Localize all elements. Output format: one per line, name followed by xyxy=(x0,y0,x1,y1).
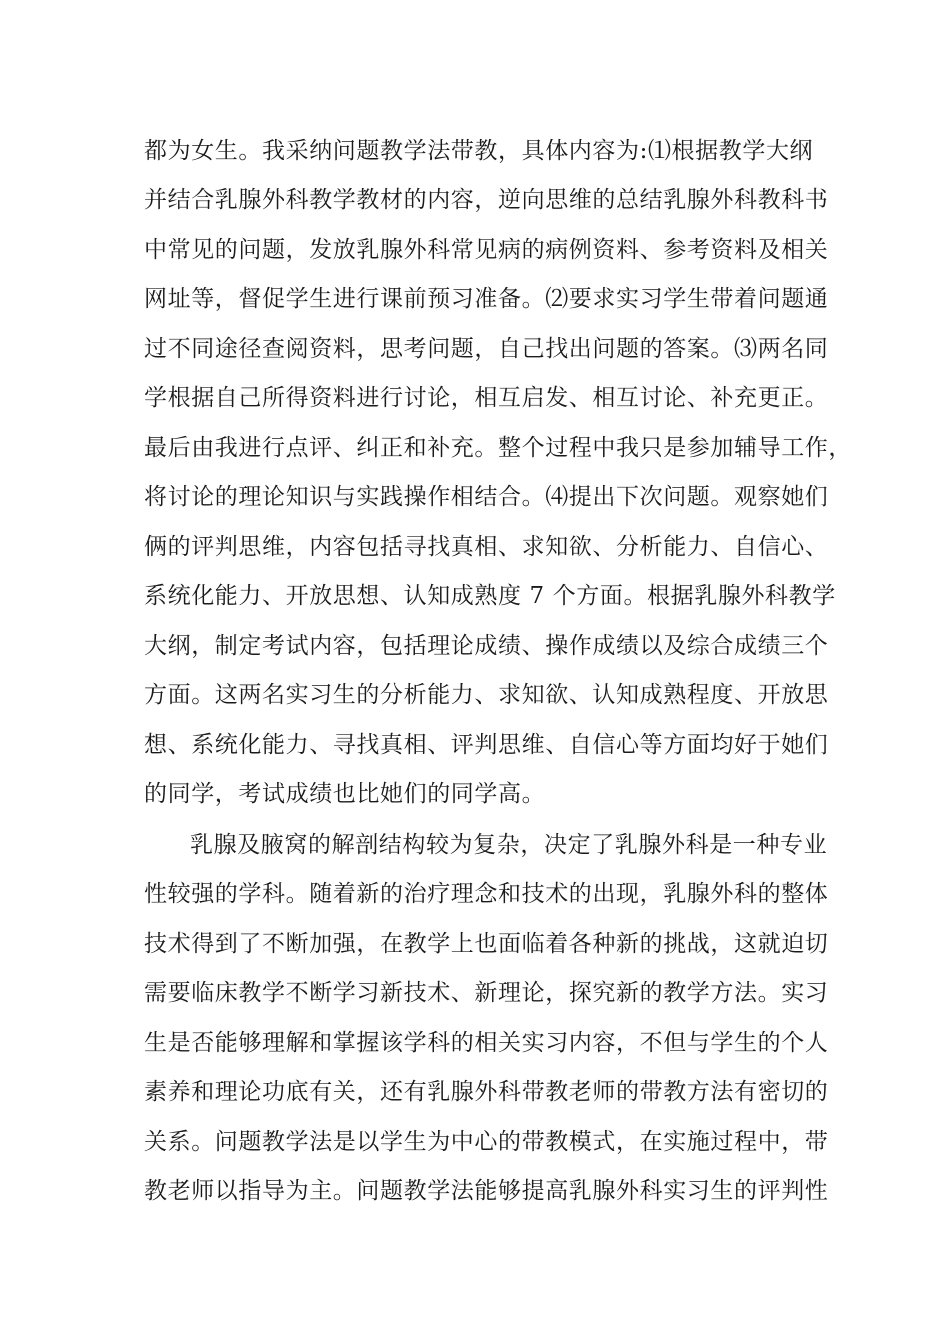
text-line: 将讨论的理论知识与实践操作相结合。⑷提出下次问题。观察她们 xyxy=(144,484,829,510)
text-line: 的同学，考试成绩也比她们的同学高。 xyxy=(144,781,546,807)
text-line: 方面。这两名实习生的分析能力、求知欲、认知成熟程度、开放思 xyxy=(144,682,829,708)
text-line: 素养和理论功底有关，还有乳腺外科带教老师的带教方法有密切的 xyxy=(144,1079,829,1105)
text-line: 学根据自己所得资料进行讨论，相互启发、相互讨论、补充更正。 xyxy=(144,385,829,411)
text-line: 最后由我进行点评、纠正和补充。整个过程中我只是参加辅导工作， xyxy=(144,435,852,461)
text-line: 中常见的问题，发放乳腺外科常见病的病例资料、参考资料及相关 xyxy=(144,237,829,263)
text-line: 乳腺及腋窝的解剖结构较为复杂，决定了乳腺外科是一种专业 xyxy=(190,832,828,858)
text-line: 技术得到了不断加强，在教学上也面临着各种新的挑战，这就迫切 xyxy=(144,931,829,957)
text-line: 需要临床教学不断学习新技术、新理论，探究新的教学方法。实习 xyxy=(144,980,829,1006)
text-line: 大纲，制定考试内容，包括理论成绩、操作成绩以及综合成绩三个 xyxy=(144,633,829,659)
text-line: 并结合乳腺外科教学教材的内容，逆向思维的总结乳腺外科教科书 xyxy=(144,187,829,213)
text-line: 网址等，督促学生进行课前预习准备。⑵要求实习学生带着问题通 xyxy=(144,286,829,312)
text-line: 都为女生。我采纳问题教学法带教，具体内容为:⑴根据教学大纲 xyxy=(144,138,814,164)
text-line: 生是否能够理解和掌握该学科的相关实习内容，不但与学生的个人 xyxy=(144,1030,829,1056)
text-line: 教老师以指导为主。问题教学法能够提高乳腺外科实习生的评判性 xyxy=(144,1178,829,1204)
text-line: 关系。问题教学法是以学生为中心的带教模式，在实施过程中，带 xyxy=(144,1129,829,1155)
text-line: 系统化能力、开放思想、认知成熟度 7 个方面。根据乳腺外科教学 xyxy=(144,583,836,609)
text-line: 过不同途径查阅资料，思考问题，自己找出问题的答案。⑶两名同 xyxy=(144,336,829,362)
text-line: 想、系统化能力、寻找真相、评判思维、自信心等方面均好于她们 xyxy=(144,732,829,758)
text-line: 性较强的学科。随着新的治疗理念和技术的出现，乳腺外科的整体 xyxy=(144,881,829,907)
text-line: 俩的评判思维，内容包括寻找真相、求知欲、分析能力、自信心、 xyxy=(144,534,829,560)
